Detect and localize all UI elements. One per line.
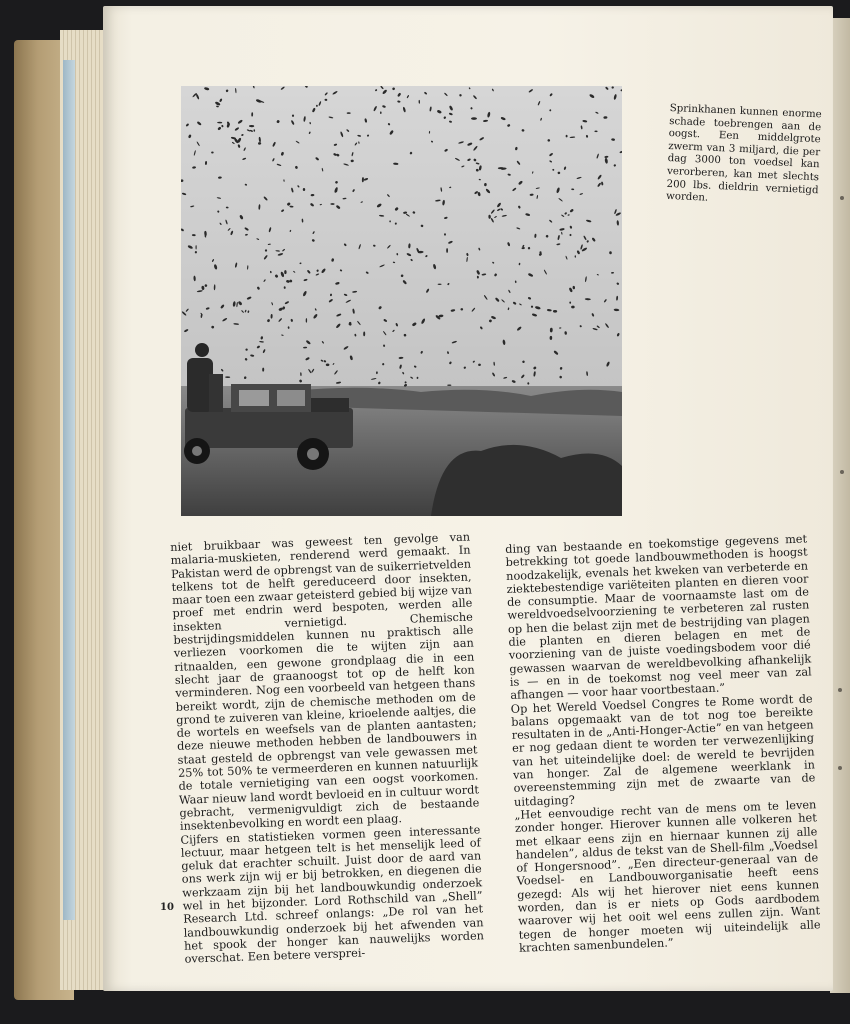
locust [306, 318, 307, 323]
photo-drawing [181, 86, 622, 516]
locust [447, 385, 451, 386]
article-column-right: ding van bestaande en toekomstige gegevens met betrekking tot goede landbouwmethoden is hoogst noodzakelijk, evenals het kweken van verbeterde en ziektebestendige variëteiten planten en dieren voor de consumptie. Maar de voornaamste last om de wereldvoedselvoorziening te verbeteren zal rusten op hen die belast zijn met de bestrijding van plagen die planten en dieren belagen en met de voorziening van de juiste voedingsbodem voor dié gewassen waarvan de wereldbevolking afhankelijk is — en in de toekomst nog veel meer van zal afhangen — voor haar voortbestaan.” Op het Wereld Voedsel Congres te Rome wordt de balans opgemaakt van de tot nog toe bereikte resultaten in de „Anti-Honger-Actie” en van hetgeen er nog gedaan dient te worden ter verwezenlijking van het uiteindelijke doel: de wereld te bevrijden van honger. Zal de algemene weerklank in overeenstemming zijn met de zwaarte van de uitdaging? „Het eenvoudige recht van de mens om te leven zonder honger. Hierover kunnen alle volkeren het met elkaar eens zijn en hiernaar kunnen zij alle handelen”, aldus de tekst van de Shell-film „Voedsel of Hongersnood”. „Een directeur-generaal van de Voedsel- en Landbouworganisatie heeft eens gezegd: Als wij het hierover niet eens kunnen worden, dan is er niets op Gods aardbodem waarover wij het ooit wel eens zullen zijn. Want tegen de honger moeten wij uiteindelijk alle krachten samenbundelen.” [505, 532, 821, 955]
blue-page-edge [63, 60, 75, 920]
locust [446, 248, 448, 253]
sky [181, 86, 622, 391]
page-number: 10 [160, 902, 174, 913]
locust [389, 220, 391, 222]
binding-hole [840, 470, 844, 474]
right-page-edge [830, 18, 850, 993]
locust [471, 117, 477, 120]
photo-caption: Sprinkhanen kunnen enorme schade toebrengen aan de oogst. Een middelgrote zwerm van 3 miljard, die per dag 3000 ton voedsel kan verorberen, kan met slechts 200 lbs. dieldrin vernietigd worden. [665, 103, 822, 204]
locust-swarm-photo [181, 86, 622, 516]
locust [380, 111, 382, 114]
locust [438, 284, 442, 285]
binding-hole [838, 688, 842, 692]
binding-hole [840, 196, 844, 200]
binding-hole [838, 766, 842, 770]
article-column-left: niet bruikbaar was geweest ten gevolge van malaria-muskieten, renderend werd gemaakt. In Pakistan werd de opbrengst van de suikerrietvelden telkens tot de helft gereduceerd door insekten, maar toen een zwaar geteisterd gebied bij wijze van proef met endrin werd bespoten, werden alle insekten vernietigd. Chemische bestrijdingsmiddelen kunnen nu praktisch alle verliezen voorkomen die te wijten zijn aan ritnaalden, een gewone grondplaag die in een slecht jaar de graanoogst tot op de helft kon verminderen. Nog een voorbeeld van hetgeen thans bereikt wordt, zijn de chemische methoden om de grond te zuiveren van kleine, krioelende aaltjes, die de wortels en weefsels van de planten aantasten; deze nieuwe methoden hebben de landbouwers in staat gesteld de opbrengst van vele gewassen met 25% tot 50% te vermeerderen en kunnen natuurlijk de totale vernietiging van een oogst voorkomen. Waar nieuw land wordt bevloeid en in cultuur wordt gebracht, vermenigvuldigt zich de bestaande insektenbevolking en wordt een plaag. Cijfers en statistieken vormen geen interessante lectuur, maar hetgeen telt is het menselijk leed of geluk dat erachter schuilt. Juist door de aard van ons werk zijn wij er bij betrokken, en diegenen die werkzaam zijn bij het landbouwkundig onderzoek wel in het bijzonder. Lord Rothschild van „Shell” Research Ltd. schreef onlangs: „De rol van het landbouwkundig onderzoek bij het afwenden van het spook der honger kan nauwelijks worden overschat. Een betere versprei- [170, 530, 485, 966]
locust [326, 364, 330, 367]
foreground-grass [431, 445, 622, 516]
locust [196, 245, 197, 249]
locust [539, 251, 541, 253]
